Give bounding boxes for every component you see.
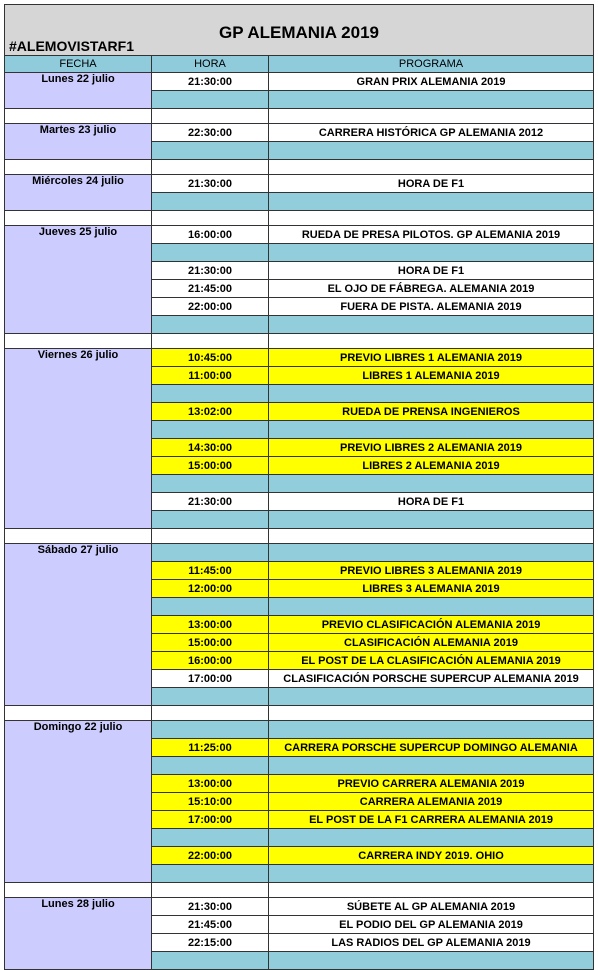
programa-cell: LIBRES 3 ALEMANIA 2019 [269, 580, 594, 598]
separator-cell [269, 529, 594, 544]
separator-cell [5, 334, 152, 349]
programa-cell: LIBRES 1 ALEMANIA 2019 [269, 367, 594, 385]
day-cell: Lunes 28 julio [5, 898, 152, 970]
programa-cell: CARRERA PORSCHE SUPERCUP DOMINGO ALEMANIA [269, 739, 594, 757]
separator-cell [5, 529, 152, 544]
hora-cell: 11:45:00 [152, 562, 269, 580]
hora-cell: 15:00:00 [152, 634, 269, 652]
separator-cell [5, 160, 152, 175]
separator-row [5, 160, 594, 175]
separator-row [5, 334, 594, 349]
hora-cell: 13:02:00 [152, 403, 269, 421]
day-cell: Lunes 22 julio [5, 73, 152, 109]
separator-row [5, 529, 594, 544]
hora-cell [152, 865, 269, 883]
hora-cell: 21:30:00 [152, 493, 269, 511]
schedule-row [5, 73, 594, 91]
programa-cell: RUEDA DE PRESA PILOTOS. GP ALEMANIA 2019 [269, 226, 594, 244]
hora-cell [152, 688, 269, 706]
hora-cell [152, 598, 269, 616]
programa-cell: EL POST DE LA F1 CARRERA ALEMANIA 2019 [269, 811, 594, 829]
programa-cell: PREVIO CARRERA ALEMANIA 2019 [269, 775, 594, 793]
header-programa: PROGRAMA [269, 56, 594, 73]
hashtag: #ALEMOVISTARF1 [9, 38, 134, 54]
programa-cell: GRAN PRIX ALEMANIA 2019 [269, 73, 594, 91]
hora-cell [152, 421, 269, 439]
programa-cell: CARRERA ALEMANIA 2019 [269, 793, 594, 811]
separator-cell [152, 334, 269, 349]
hora-cell: 16:00:00 [152, 652, 269, 670]
hora-cell: 11:00:00 [152, 367, 269, 385]
day-cell: Martes 23 julio [5, 124, 152, 160]
programa-cell [269, 865, 594, 883]
hora-cell: 21:30:00 [152, 175, 269, 193]
separator-cell [269, 160, 594, 175]
schedule-table [4, 4, 594, 970]
separator-row [5, 706, 594, 721]
programa-cell: CARRERA HISTÓRICA GP ALEMANIA 2012 [269, 124, 594, 142]
day-cell: Jueves 25 julio [5, 226, 152, 334]
programa-cell [269, 385, 594, 403]
day-cell: Sábado 27 julio [5, 544, 152, 706]
schedule-row [5, 898, 594, 916]
separator-cell [5, 211, 152, 226]
schedule-row [5, 721, 594, 739]
programa-cell: FUERA DE PISTA. ALEMANIA 2019 [269, 298, 594, 316]
hora-cell: 22:15:00 [152, 934, 269, 952]
hora-cell: 11:25:00 [152, 739, 269, 757]
programa-cell [269, 952, 594, 970]
header-fecha: FECHA [5, 56, 152, 73]
hora-cell: 22:00:00 [152, 298, 269, 316]
schedule-row [5, 175, 594, 193]
separator-cell [269, 334, 594, 349]
programa-cell [269, 544, 594, 562]
programa-cell: PREVIO LIBRES 2 ALEMANIA 2019 [269, 439, 594, 457]
programa-cell [269, 688, 594, 706]
day-cell: Viernes 26 julio [5, 349, 152, 529]
hora-cell: 21:45:00 [152, 280, 269, 298]
separator-cell [269, 109, 594, 124]
hora-cell: 22:00:00 [152, 847, 269, 865]
separator-cell [269, 706, 594, 721]
programa-cell: CLASIFICACIÓN PORSCHE SUPERCUP ALEMANIA 2019 [269, 670, 594, 688]
separator-cell [152, 211, 269, 226]
hora-cell: 15:00:00 [152, 457, 269, 475]
programa-cell: EL OJO DE FÁBREGA. ALEMANIA 2019 [269, 280, 594, 298]
header-hora: HORA [152, 56, 269, 73]
hora-cell [152, 952, 269, 970]
page-title: GP ALEMANIA 2019 [219, 23, 379, 42]
title-row [5, 5, 594, 56]
day-cell: Domingo 22 julio [5, 721, 152, 883]
hora-cell [152, 316, 269, 334]
programa-cell: CLASIFICACIÓN ALEMANIA 2019 [269, 634, 594, 652]
separator-row [5, 883, 594, 898]
hora-cell [152, 244, 269, 262]
hora-cell [152, 475, 269, 493]
hora-cell [152, 193, 269, 211]
hora-cell [152, 757, 269, 775]
schedule-row [5, 544, 594, 562]
hora-cell: 21:45:00 [152, 916, 269, 934]
separator-cell [269, 211, 594, 226]
hora-cell: 14:30:00 [152, 439, 269, 457]
separator-cell [152, 883, 269, 898]
hora-cell: 12:00:00 [152, 580, 269, 598]
programa-cell: LAS RADIOS DEL GP ALEMANIA 2019 [269, 934, 594, 952]
separator-cell [5, 706, 152, 721]
programa-cell: HORA DE F1 [269, 493, 594, 511]
programa-cell [269, 421, 594, 439]
hora-cell: 17:00:00 [152, 811, 269, 829]
programa-cell: LIBRES 2 ALEMANIA 2019 [269, 457, 594, 475]
hora-cell: 21:30:00 [152, 73, 269, 91]
hora-cell: 21:30:00 [152, 262, 269, 280]
hora-cell [152, 544, 269, 562]
programa-cell: PREVIO LIBRES 1 ALEMANIA 2019 [269, 349, 594, 367]
programa-cell [269, 244, 594, 262]
hora-cell: 21:30:00 [152, 898, 269, 916]
separator-cell [5, 109, 152, 124]
hora-cell [152, 829, 269, 847]
separator-cell [152, 706, 269, 721]
hora-cell: 17:00:00 [152, 670, 269, 688]
schedule-body [5, 5, 594, 970]
hora-cell: 15:10:00 [152, 793, 269, 811]
separator-cell [5, 883, 152, 898]
programa-cell [269, 511, 594, 529]
programa-cell [269, 598, 594, 616]
schedule-row [5, 226, 594, 244]
separator-row [5, 211, 594, 226]
hora-cell [152, 142, 269, 160]
programa-cell [269, 475, 594, 493]
hora-cell [152, 91, 269, 109]
programa-cell [269, 757, 594, 775]
programa-cell [269, 316, 594, 334]
programa-cell [269, 829, 594, 847]
separator-row [5, 109, 594, 124]
hora-cell: 13:00:00 [152, 775, 269, 793]
programa-cell: CARRERA INDY 2019. OHIO [269, 847, 594, 865]
programa-cell [269, 91, 594, 109]
programa-cell [269, 142, 594, 160]
separator-cell [152, 160, 269, 175]
programa-cell: PREVIO CLASIFICACIÓN ALEMANIA 2019 [269, 616, 594, 634]
title-cell [5, 5, 594, 56]
hora-cell: 16:00:00 [152, 226, 269, 244]
programa-cell [269, 193, 594, 211]
schedule-row [5, 349, 594, 367]
day-cell: Miércoles 24 julio [5, 175, 152, 211]
hora-cell: 13:00:00 [152, 616, 269, 634]
programa-cell: RUEDA DE PRENSA INGENIEROS [269, 403, 594, 421]
hora-cell [152, 511, 269, 529]
programa-cell: SÚBETE AL GP ALEMANIA 2019 [269, 898, 594, 916]
hora-cell: 10:45:00 [152, 349, 269, 367]
hora-cell [152, 385, 269, 403]
programa-cell: PREVIO LIBRES 3 ALEMANIA 2019 [269, 562, 594, 580]
programa-cell: EL POST DE LA CLASIFICACIÓN ALEMANIA 2019 [269, 652, 594, 670]
hora-cell [152, 721, 269, 739]
schedule-row [5, 124, 594, 142]
separator-cell [269, 883, 594, 898]
separator-cell [152, 109, 269, 124]
separator-cell [152, 529, 269, 544]
programa-cell: EL PODIO DEL GP ALEMANIA 2019 [269, 916, 594, 934]
programa-cell: HORA DE F1 [269, 262, 594, 280]
header-row [5, 56, 594, 73]
hora-cell: 22:30:00 [152, 124, 269, 142]
programa-cell [269, 721, 594, 739]
programa-cell: HORA DE F1 [269, 175, 594, 193]
